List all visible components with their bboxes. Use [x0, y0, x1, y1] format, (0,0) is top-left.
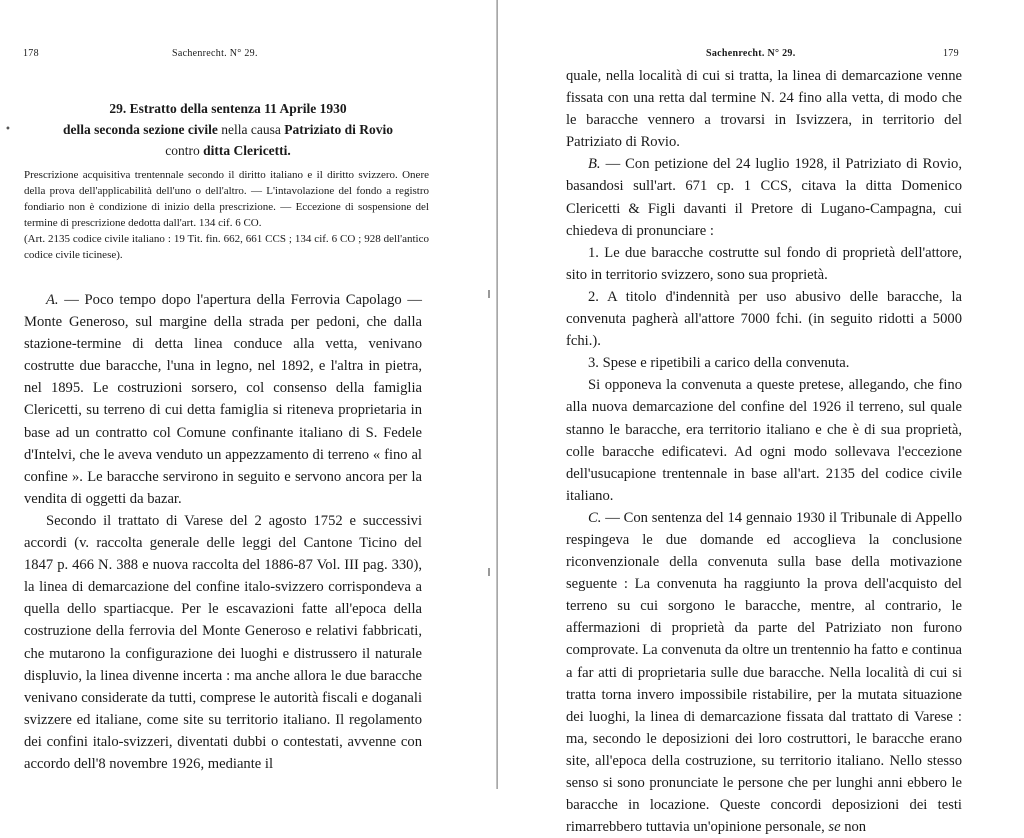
running-title: Sachenrecht. N° 29. [706, 48, 796, 59]
paragraph-treaty: Secondo il trattato di Varese del 2 agosto 1752 e successivi accordi (v. raccolta generale delle leggi del Cantone Ticino del 1847 p. 466 N. 388 e nuova raccolta del 1886-87 Vol. III pag. 330), la linea di demarcazione del confine italo-svizzero corrispondeva a quella dello spartiacque. Per le escavazioni fatte all'epoca della costruzione della ferrovia del Monte Generoso e relativi fabbricati, che mutarono la configurazione dei luoghi e distrussero il naturale displuvio, la linea divenne incerta : ma anche allora le due baracche venivano considerate da tutti, comprese le autorità fiscali e doganali svizzere ed italiane, come site su territorio italiano. Il regolamento dei confini italo-svizzeri, diventati dubbi o contestati, avvenne con accordo dell'8 novembre 1926, mediante il [24, 512, 422, 772]
paragraph-b-label: B. [588, 156, 601, 173]
right-body [566, 65, 962, 838]
paragraph-c-label: C. [588, 509, 602, 526]
left-page [0, 0, 495, 789]
running-title: Sachenrecht. N° 29. [172, 48, 258, 59]
paragraph-b: B. — Con petizione del 24 luglio 1928, il Patriziato di Rovio, basandosi sull'art. 671 cp. 1 CCS, citava la ditta Domenico Clericetti & Figli davanti il Pretore di Lugano-Campagna, cui chiedeva di pronunciare : [566, 156, 962, 239]
paragraph-c: C. — Con sentenza del 14 gennaio 1930 il Tribunale di Appello respingeva le due domande ed accoglieva la conclusione riconvenzionale della convenuta sulla base della motivazione seguente : La convenuta ha raggiunto la prova dell'acquisto del terreno su cui sorgono le baracche, mentre, al contrario, le affermazioni di proprietà da parte del Patriziato non furono comprovate. La convenuta da oltre un trentennio ha fatto e continua a far atti di proprietaria sulle due baracche. Nella località di cui si tratta torna invero impossibile ristabilire, per la mutata situazione dei luoghi, la linea di demarcazione fissata dal trattato di Varese : ma, secondo le deposizioni dei loro costruttori, le baracche erano site, all'epoca della costruzione, su territorio italiano. Nello stesso senso si sono pronunciate le persone che per lunghi anni ebbero le baracche in locazione. Queste concordi deposizioni dei testi rimarrebbero tuttavia un'opinione personale, se non [566, 509, 962, 836]
margin-mark: • [5, 124, 11, 135]
heading-line-1: 29. Estratto della sentenza 11 Aprile 1930 [109, 101, 347, 116]
book-gutter [496, 0, 498, 789]
right-page [500, 0, 1024, 836]
headnote-references: (Art. 2135 codice civile italiano : 19 Tit. fin. 662, 661 CCS ; 134 cif. 6 CO ; 928 dell'antico codice civile ticinese). [24, 233, 429, 261]
heading-line-3: contro ditta Clericetti. [165, 143, 291, 158]
page-number: 178 [23, 48, 39, 59]
heading-line-2: della seconda sezione civile nella causa Patriziato di Rovio [63, 122, 393, 137]
claim-item-3: 3. Spese e ripetibili a carico della convenuta. [588, 355, 850, 372]
claim-item-1: 1. Le due baracche costrutte sul fondo di proprietà dell'attore, sito in territorio svizzero, sono sua proprietà. [566, 244, 962, 283]
scan-artifact [488, 290, 490, 298]
page-number: 179 [943, 48, 959, 59]
scan-artifact [488, 568, 490, 576]
paragraph-a-label: A. [46, 292, 59, 308]
headnote-summary [24, 167, 429, 263]
claim-item-2: 2. A titolo d'indennità per uso abusivo delle baracche, la convenuta pagherà all'attore 7000 fchi. (in seguito ridotti a 5000 fchi.). [566, 288, 962, 350]
decision-heading [24, 98, 432, 161]
left-body [24, 289, 422, 775]
paragraph-continued: quale, nella località di cui si tratta, la linea di demarcazione venne fissata con una retta dal termine N. 24 fino alla vetta, di modo che le baracche vennero a trovarsi in Isvizzera, in territorio del Patriziato di Rovio. [566, 68, 962, 151]
headnote-text: Prescrizione acquisitiva trentennale secondo il diritto italiano e il diritto svizzero. Onere della prova dell'applicabilità dell'uno o dell'altro. — L'intavolazione del fondo a registro fondiario non è condizione di inizio della prescrizione. — Eccezione di sospensione del termine di prescrizione dedotta dall'art. 134 cif. 6 CO. [24, 169, 429, 229]
paragraph-opposition: Si opponeva la convenuta a queste pretese, allegando, che fino alla nuova demarcazione del confine del 1926 il terreno, sul quale stanno le baracche, era territorio italiano e che è di sua proprietà, colle baracche edificatevi. Ad ogni modo sollevava l'eccezione dell'usucapione trentennale in base all'art. 2135 del codice civile italiano. [566, 377, 962, 504]
paragraph-a: A. — Poco tempo dopo l'apertura della Ferrovia Capolago — Monte Generoso, sul margine della strada per pedoni, che dalla stazione-termine di detta linea conduce alla vetta, venivano costrutte due baracche, l'una in legno, nel 1892, e l'altra in pietra, nel 1895. Le costruzioni sorsero, col consenso della famiglia Clericetti, su terreno di cui detta famiglia si riteneva proprietaria in base ad un contratto col Comune confinante italiano di S. Fedele d'Intelvi, che le aveva venduto un appezzamento di terreno « fino al confine ». Le baracche servirono in seguito e servono ancora per la vendita di oggetti da bazar. [24, 292, 422, 507]
